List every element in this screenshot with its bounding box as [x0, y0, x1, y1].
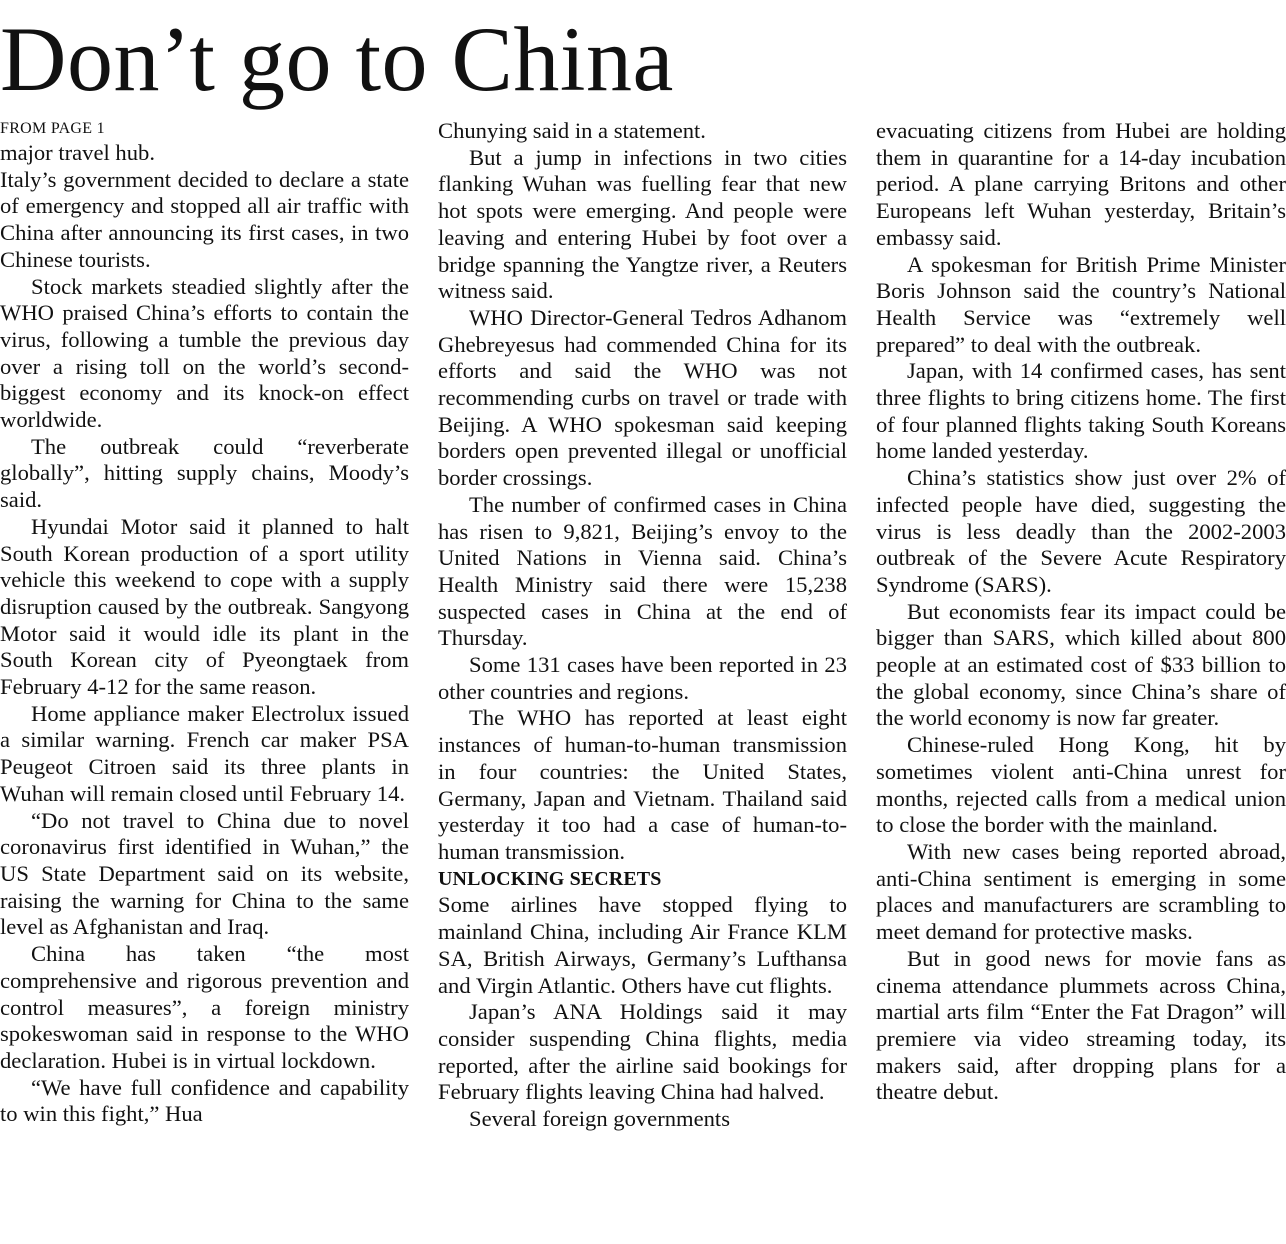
column-3: [876, 118, 1286, 1244]
paragraph: “Do not travel to China due to novel coronavirus first identified in Wuhan,” the US State Department said on its website, raising the warning for China to the same level as Afghanistan and Iraq.: [0, 807, 409, 940]
paragraph: Stock markets steadied slightly after the WHO praised China’s efforts to contain the virus, following a tumble the previous day over a rising toll on the world’s second-biggest economy and its knock-on effect worldwide.: [0, 273, 409, 433]
paragraph: The number of confirmed cases in China has risen to 9,821, Beijing’s envoy to the United Nations in Vienna said. China’s Health Ministry said there were 15,238 suspected cases in China at the end of Thursday.: [438, 491, 847, 651]
paragraph: evacuating citizens from Hubei are holding them in quarantine for a 14-day incubation period. A plane carrying Britons and other Europeans left Wuhan yesterday, Britain’s embassy said.: [876, 118, 1286, 250]
paragraph: Japan, with 14 confirmed cases, has sent three flights to bring citizens home. The first of four planned flights taking South Koreans home landed yesterday.: [876, 358, 1286, 464]
paragraph: WHO Director-General Tedros Adhanom Ghebreyesus had commended China for its efforts and said the WHO was not recommending curbs on travel or trade with Beijing. A WHO spokesman said keeping borders open prevented illegal or unofficial border crossings.: [438, 304, 847, 491]
paragraph: Japan’s ANA Holdings said it may consider suspending China flights, media reported, after the airline said bookings for February flights leaving China had halved.: [438, 999, 847, 1105]
paragraph: Some airlines have stopped flying to mainland China, including Air France KLM SA, British Airways, Germany’s Lufthansa and Virgin Atlantic. Others have cut flights.: [438, 892, 847, 998]
column-1: [0, 118, 409, 1244]
paragraph: China’s statistics show just over 2% of infected people have died, suggesting the virus is less deadly than the 2002-2003 outbreak of the Severe Acute Respiratory Syndrome (SARS).: [876, 465, 1286, 597]
subheading: UNLOCKING SECRETS: [438, 867, 662, 890]
kicker: FROM PAGE 1: [0, 120, 105, 137]
paragraph: Home appliance maker Electrolux issued a similar warning. French car maker PSA Peugeot Citroen said its three plants in Wuhan will remain closed until February 14.: [0, 700, 409, 806]
paragraph: Chunying said in a statement.: [438, 118, 706, 143]
paragraph: “We have full confidence and capability to win this fight,” Hua: [0, 1074, 409, 1127]
paragraph: But in good news for movie fans as cinema attendance plummets across China, martial arts film “Enter the Fat Dragon” will premiere via video streaming today, its makers said, after dropping plans for a theatre debut.: [876, 945, 1286, 1105]
paragraph: With new cases being reported abroad, anti-China sentiment is emerging in some places and manufacturers are scrambling to meet demand for protective masks.: [876, 838, 1286, 945]
paragraph: Chinese-ruled Hong Kong, hit by sometimes violent anti-China unrest for months, rejected calls from a medical union to close the border with the mainland.: [876, 732, 1286, 838]
paragraph: The outbreak could “reverberate globally”, hitting supply chains, Moody’s said.: [0, 433, 409, 513]
paragraph: Italy’s government decided to declare a state of emergency and stopped all air traffic with China after announcing its first cases, in two Chinese tourists.: [0, 166, 409, 272]
column-2: [438, 118, 847, 1244]
paragraph: Hyundai Motor said it planned to halt South Korean production of a sport utility vehicle this weekend to cope with a supply disruption caused by the outbreak. Sangyong Motor said it would idle its plant in the South Korean city of Pyeongtaek from February 4-12 for the same reason.: [0, 513, 409, 700]
paragraph: China has taken “the most comprehensive and rigorous prevention and control measures”, a foreign ministry spokeswoman said in response to the WHO declaration. Hubei is in virtual lockdown.: [0, 941, 409, 1073]
paragraph: But a jump in infections in two cities flanking Wuhan was fuelling fear that new hot spots were emerging. And people were leaving and entering Hubei by foot over a bridge spanning the Yangtze river, a Reuters witness said.: [438, 144, 847, 304]
paragraph: major travel hub.: [0, 140, 155, 165]
paragraph: Some 131 cases have been reported in 23 other countries and regions.: [438, 652, 847, 704]
paragraph: Several foreign governments: [469, 1106, 730, 1132]
paragraph: The WHO has reported at least eight instances of human-to-human transmission in four countries: the United States, Germany, Japan and Vietnam. Thailand said yesterday it too had a case of human-to-human transmission.: [438, 705, 847, 864]
paragraph: A spokesman for British Prime Minister Boris Johnson said the country’s National Health Service was “extremely well prepared” to deal with the outbreak.: [876, 251, 1286, 357]
paragraph: But economists fear its impact could be bigger than SARS, which killed about 800 people at an estimated cost of $33 billion to the global economy, since China’s share of the world economy is now far greater.: [876, 598, 1286, 731]
headline: Don’t go to China: [0, 8, 674, 110]
